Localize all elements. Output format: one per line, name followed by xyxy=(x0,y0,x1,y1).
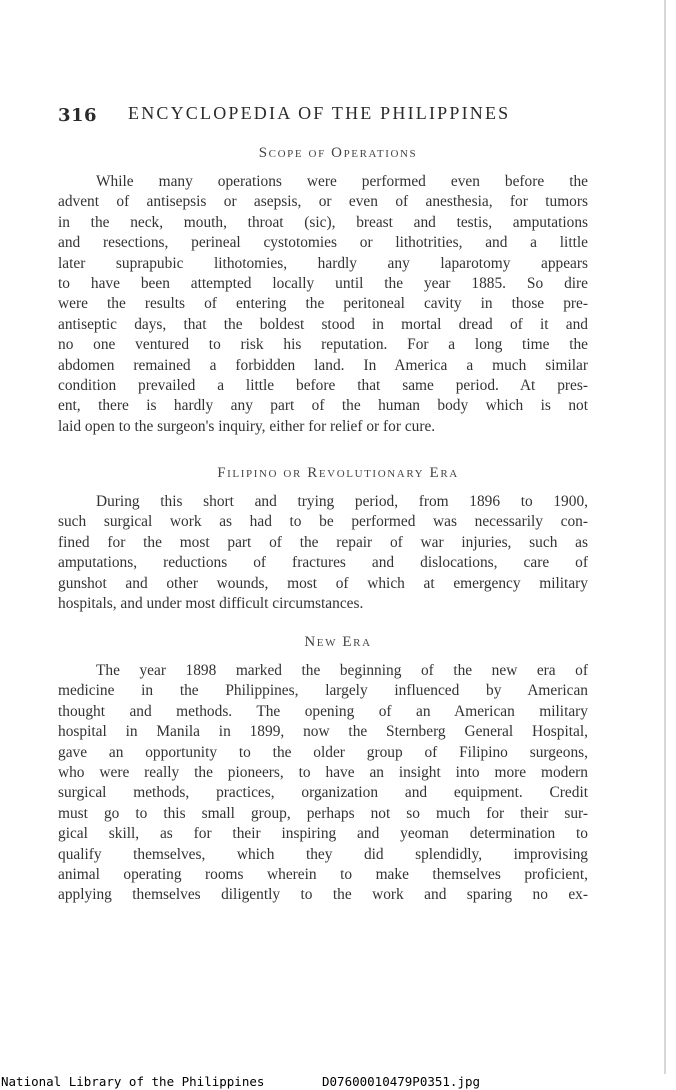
text-line: amputations, reductions of fractures and dislocations, care of xyxy=(58,554,588,572)
text-line: animal operating rooms wherein to make themselves proficient, xyxy=(58,865,588,883)
text-line: gave an opportunity to the older group of Filipino surgeons, xyxy=(58,743,588,761)
footer-file-name: D07600010479P0351.jpg xyxy=(322,1074,481,1089)
text-line: advent of antisepsis or asepsis, or even of anesthesia, for tumors xyxy=(58,193,588,211)
text-line: While many operations were performed even before the xyxy=(96,173,588,190)
text-line: to have been attempted locally until the year 1885. So dire xyxy=(58,274,588,292)
text-line: were the results of entering the peritoneal cavity in those pre- xyxy=(58,295,588,313)
text-line: During this short and trying period, from 1896 to 1900, xyxy=(96,493,588,510)
footer-library-name: National Library of the Philippines xyxy=(1,1074,265,1089)
text-line: thought and methods. The opening of an American military xyxy=(58,702,588,720)
text-line: must go to this small group, perhaps not so much for their sur- xyxy=(58,804,588,822)
text-line: medicine in the Philippines, largely influenced by American xyxy=(58,682,588,700)
text-line: surgical methods, practices, organization and equipment. Credit xyxy=(58,784,588,802)
text-line: gical skill, as for their inspiring and yeoman determination to xyxy=(58,825,588,843)
text-line: such surgical work as had to be performed was necessarily con- xyxy=(58,513,588,531)
text-line: The year 1898 marked the beginning of the new era of xyxy=(96,662,588,679)
text-line: gunshot and other wounds, most of which at emergency military xyxy=(58,574,588,592)
text-line: condition prevailed a little before that same period. At pres- xyxy=(58,376,588,394)
section-heading-revolutionary-era: Filipino or Revolutionary Era xyxy=(217,465,459,481)
text-line: hospitals, and under most difficult circumstances. xyxy=(58,594,364,612)
text-line: no one ventured to risk his reputation. For a long time the xyxy=(58,336,588,354)
text-line: applying themselves diligently to the work and sparing no ex- xyxy=(58,886,588,904)
page-header xyxy=(58,101,598,131)
paragraph-new-era xyxy=(58,661,588,906)
paragraph-scope-of-operations xyxy=(58,172,588,437)
paragraph-revolutionary-era xyxy=(58,492,588,614)
text-line: qualify themselves, which they did splendidly, improvising xyxy=(58,845,588,863)
text-line: who were really the pioneers, to have an insight into more modern xyxy=(58,763,588,781)
page-number: 316 xyxy=(58,105,98,126)
section-heading-new-era: New Era xyxy=(304,634,372,650)
text-line: and resections, perineal cystotomies or lithotrities, and a little xyxy=(58,234,588,252)
text-line: antiseptic days, that the boldest stood in mortal dread of it and xyxy=(58,315,588,333)
text-line: abdomen remained a forbidden land. In America a much similar xyxy=(58,356,588,374)
text-line: later suprapubic lithotomies, hardly any laparotomy appears xyxy=(58,254,588,272)
text-line: in the neck, mouth, throat (sic), breast and testis, amputations xyxy=(58,213,588,231)
text-line: laid open to the surgeon's inquiry, either for relief or for cure. xyxy=(58,417,436,435)
running-title: ENCYCLOPEDIA OF THE PHILIPPINES xyxy=(128,103,511,123)
text-line: hospital in Manila in 1899, now the Sternberg General Hospital, xyxy=(58,723,588,741)
scan-footer xyxy=(0,1074,676,1090)
text-line: ent, there is hardly any part of the human body which is not xyxy=(58,397,588,415)
section-heading-scope: Scope of Operations xyxy=(258,145,418,161)
text-line: fined for the most part of the repair of war injuries, such as xyxy=(58,533,588,551)
